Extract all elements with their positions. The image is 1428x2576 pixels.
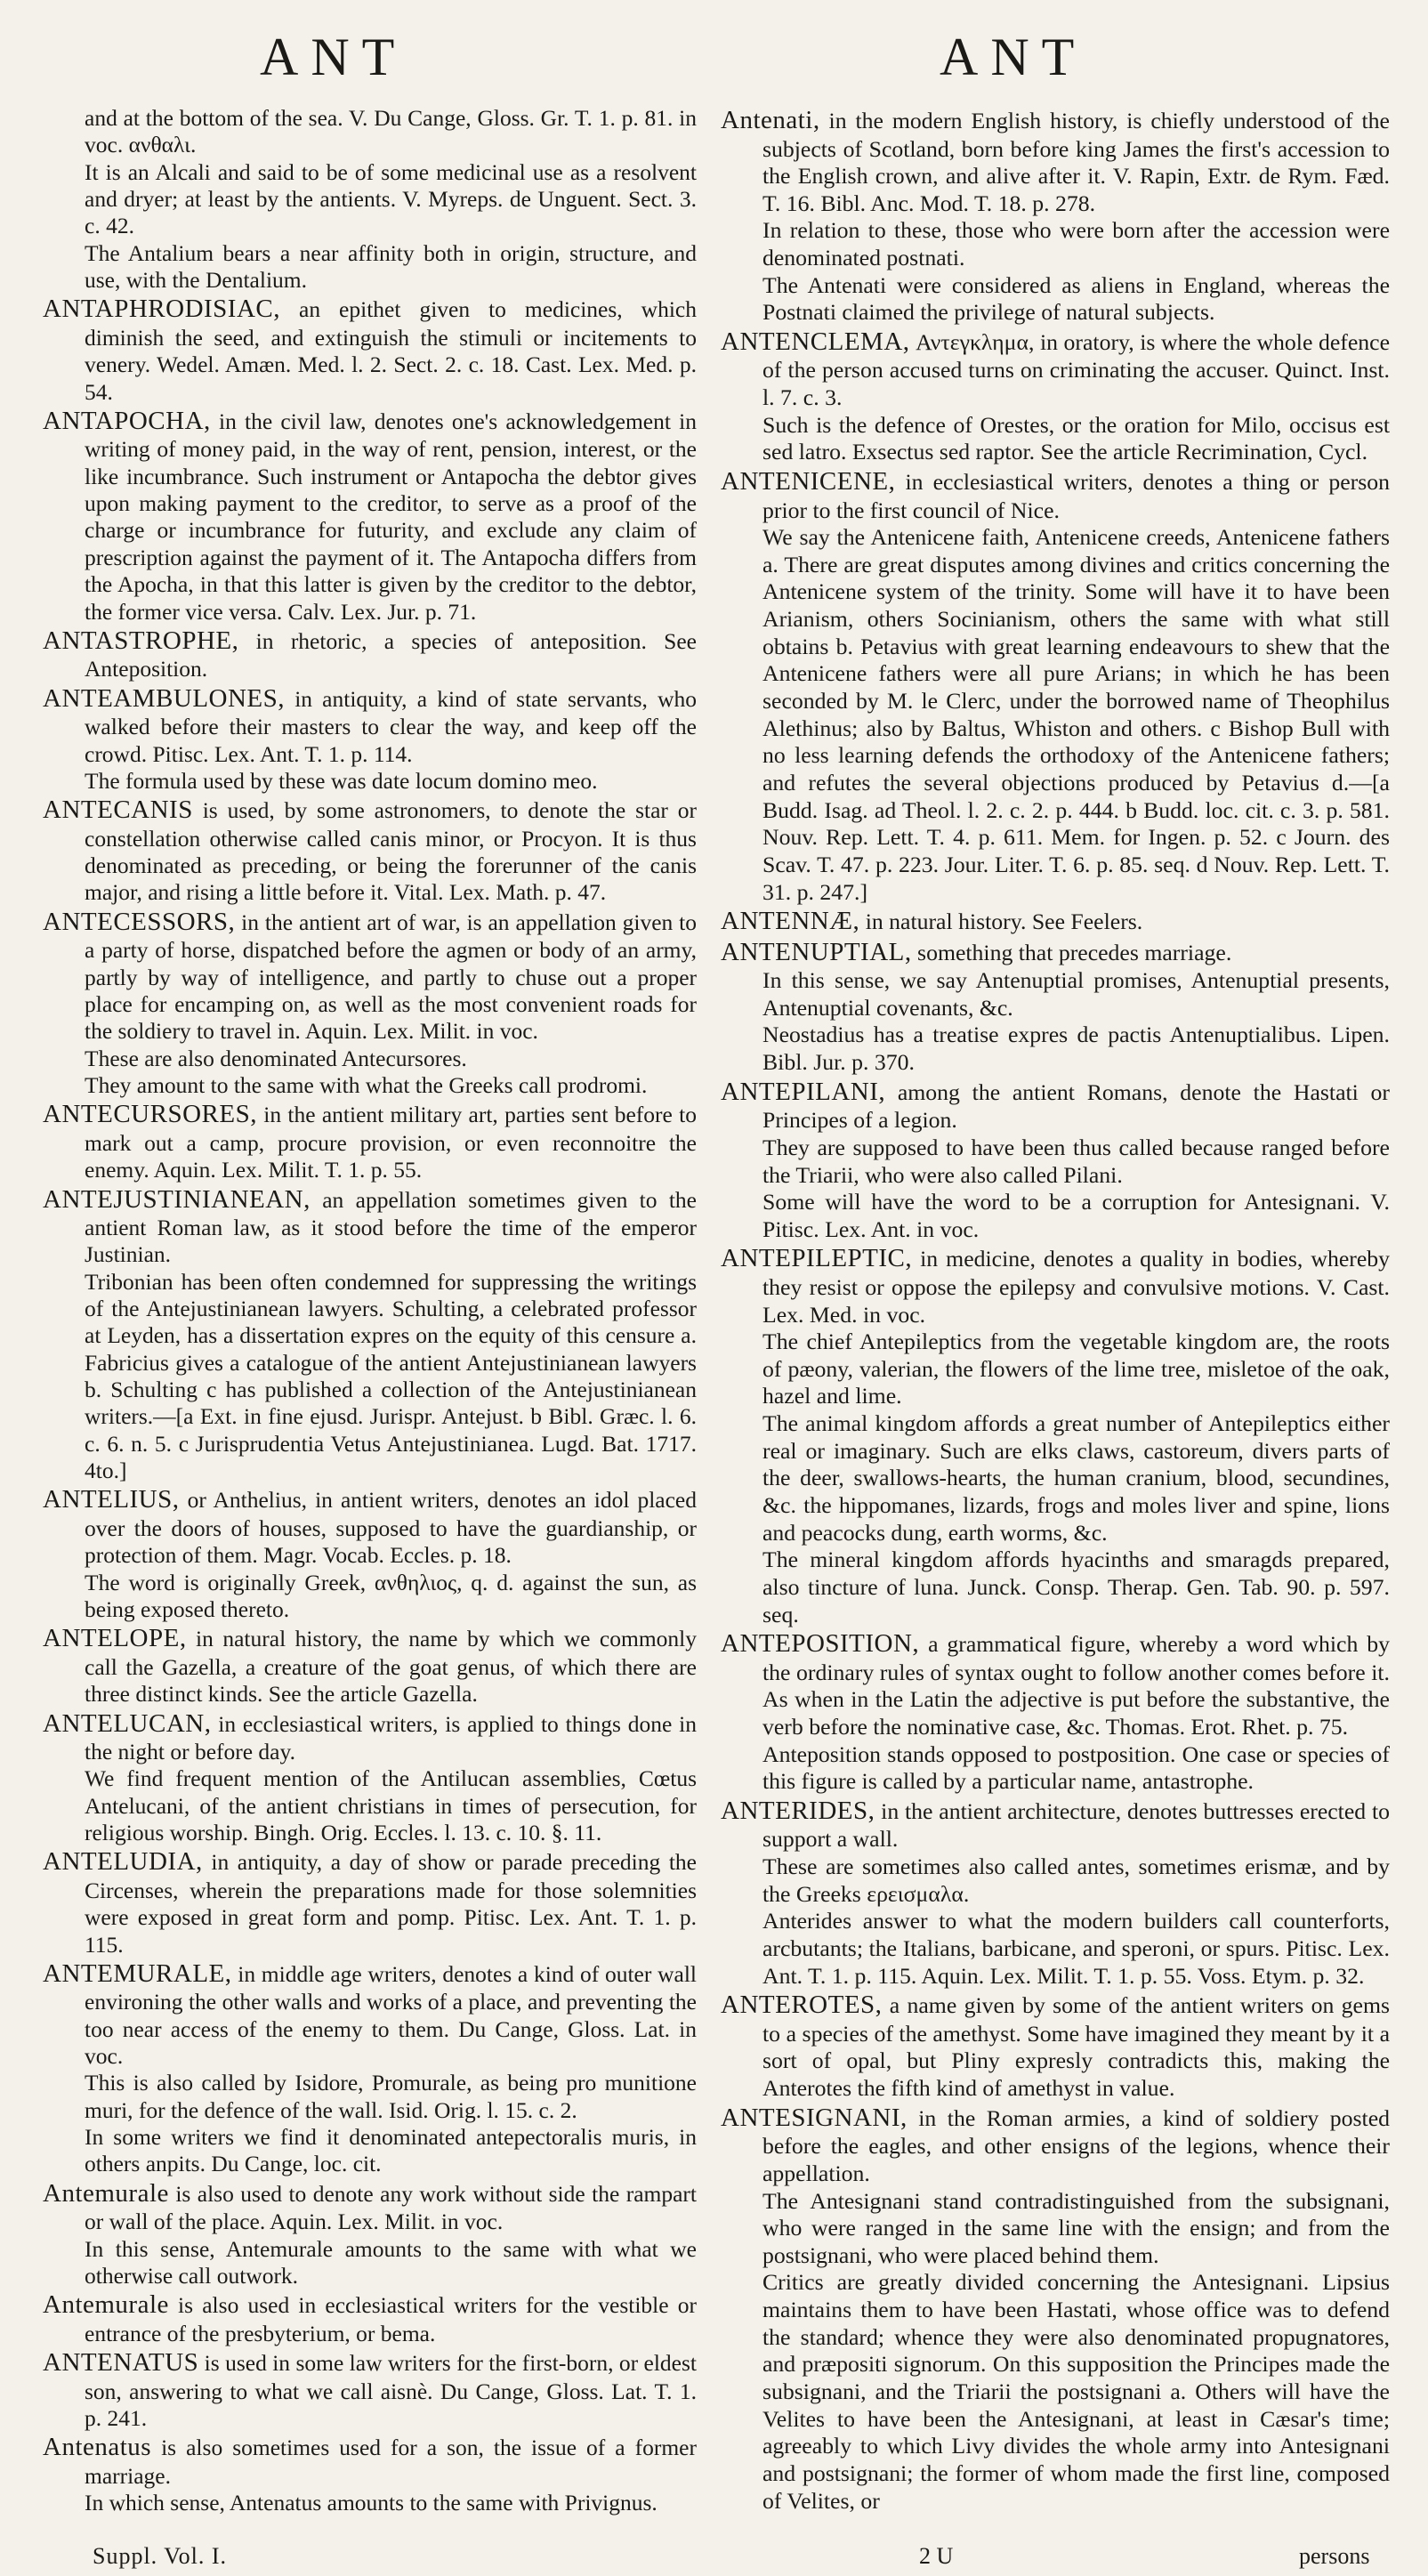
entry-text: They are supposed to have been thus called because ranged before the Triarii, who were also called Pilani.	[762, 1134, 1390, 1188]
entry-text: Critics are greatly divided concerning the Antesignani. Lipsius maintains them to have been Hastati, whose office was to defend the standard; whence they were also denominated propugnatores, and præpositi signorum. On this supposition the Principes made the subsignani, and the Triarii the postsignani a. Others will have the Velites to have been the Antesignani, at least in Cæsar's time; agreeably to which Livy divides the whole army into Antesignani and postsignani; the former of whom made the first line, composed of Velites, or	[762, 2269, 1390, 2514]
entry-text: in natural history. See Feelers.	[859, 908, 1143, 935]
dictionary-entry	[43, 406, 697, 626]
entry-text: Such is the defence of Orestes, or the oration for Milo, occisus est sed latro. Exsectus sed raptor. See the article Recrimination, Cycl.	[762, 411, 1390, 465]
headword: ANTENICENE,	[721, 467, 896, 497]
paragraph	[721, 1135, 1390, 1189]
entry-text: Tribonian has been often condemned for suppressing the writings of the Antejustinianean lawyers. Schulting, a celebrated professor at Leyden, has a dissertation expres on the equity of this censure a. Fabricius gives a catalogue of the antient Antejustinianean lawyers b. Schulting c has published a collection of the Antejustinianean writers.—[a Ext. in fine ejusd. Jurispr. Antejust. b Bibl. Græc. l. 6. c. 6. n. 5. c Jurisprudentia Vetus Antejustinianea. Lugd. Bat. 1717. 4to.]	[85, 1268, 697, 1484]
headword: ANTELIUS,	[43, 1485, 180, 1514]
entry-text: We find frequent mention of the Antilucan assemblies, Cœtus Antelucani, of the antient christians in times of persecution, for religious worship. Bingh. Orig. Eccles. l. 13. c. 10. §. 11.	[85, 1765, 697, 1846]
headword: ANTEPILEPTIC,	[721, 1244, 913, 1273]
entry-text: an appellation sometimes given to the antient Roman law, as it stood before the time of the emperor Justinian.	[85, 1186, 697, 1268]
dictionary-entry	[721, 2103, 1390, 2188]
entry-text: Anteposition stands opposed to postposition. One case or species of this figure is called by a particular name, antastrophe.	[762, 1740, 1390, 1795]
headword: ANTECANIS	[43, 795, 193, 825]
entry-text: or Anthelius, in antient writers, denotes an idol placed over the doors of houses, supposed to have the guardianship, or protection of them. Magr. Vocab. Eccles. p. 18.	[85, 1487, 697, 1569]
paragraph	[721, 2269, 1390, 2515]
entry-text: is used, by some astronomers, to denote the star or constellation otherwise called canis minor, or Procyon. It is thus denominated as preceding, or being the forerunner of the canis major, and rising a little before it. Vital. Lex. Math. p. 47.	[85, 797, 697, 906]
entry-text: Anterides answer to what the modern builders call counterforts, arcbutants; the Italians, barbicane, and speroni, or spurs. Pitisc. Lex. Ant. T. 1. p. 115. Aquin. Lex. Milit. T. 1. p. 55. Voss. Etym. p. 32.	[762, 1908, 1390, 1989]
entry-text: In this sense, Antemurale amounts to the same with what we otherwise call outwork.	[85, 2235, 697, 2289]
dictionary-entry	[43, 1708, 697, 1766]
headword: ANTENATUS	[43, 2348, 199, 2378]
paragraph	[721, 967, 1390, 1022]
dictionary-entry	[43, 294, 697, 406]
entry-text: in ecclesiastical writers, is applied to things done in the night or before day.	[85, 1710, 697, 1764]
paragraph	[43, 240, 697, 295]
entry-text: The animal kingdom affords a great number of Antepileptics either real or imaginary. Such are elks claws, castoreum, divers parts of the deer, swallows-hearts, the human cranium, blood, secundines, &c. the hippomanes, lizards, frogs and moles liver and spine, lions and peacocks dung, earth worms, &c.	[762, 1410, 1390, 1546]
entry-text: in the Roman armies, a kind of soldiery posted before the eagles, and other ensigns of the legions, whence their appellation.	[762, 2104, 1390, 2186]
paragraph	[721, 1328, 1390, 1410]
paragraph	[721, 1546, 1390, 1628]
paragraph	[721, 217, 1390, 271]
dictionary-entry	[721, 1077, 1390, 1135]
headword: ANTECURSORES,	[43, 1100, 257, 1129]
dictionary-entry	[43, 1484, 697, 1569]
entry-text: The mineral kingdom affords hyacinths and smaragds prepared, also tincture of luna. Junck. Consp. Therap. Gen. Tab. 90. p. 597. seq.	[762, 1546, 1390, 1627]
headword: ANTELOPE,	[43, 1624, 187, 1653]
headword: Antemurale	[43, 2290, 169, 2320]
paragraph	[721, 1741, 1390, 1796]
entry-text: in middle age writers, denotes a kind of outer wall environing the other walls and works of a place, and preventing the too near access of the enemy to them. Du Cange, Gloss. Lat. in voc.	[85, 1960, 697, 2070]
entry-text: In relation to these, those who were born after the accession were denominated postnati.	[762, 217, 1390, 271]
paragraph	[721, 1908, 1390, 1990]
paragraph	[43, 159, 697, 240]
left-column	[43, 105, 697, 2517]
signature-mark: 2 U	[919, 2543, 954, 2569]
entry-text: is also used in ecclesiastical writers for the vestible or entrance of the presbyterium, or bema.	[85, 2292, 697, 2346]
entry-text: in natural history, the name by which we commonly call the Gazella, a creature of the goat genus, of which there are three distinct kinds. See the article Gazella.	[85, 1626, 697, 1708]
entry-text: The Antesignani stand contradistinguished from the subsignani, who were ranged in the same line with the ensign; and from the postsignani, who were placed behind them.	[762, 2187, 1390, 2268]
entry-text: an epithet given to medicines, which diminish the seed, and extinguish the stimuli or incitements to venery. Wedel. Amæn. Med. l. 2. Sect. 2. c. 18. Cast. Lex. Med. p. 54.	[85, 296, 697, 405]
paragraph	[43, 105, 697, 159]
dictionary-entry	[721, 1243, 1390, 1328]
headword: Antenatus	[43, 2433, 152, 2462]
entry-text: The chief Antepileptics from the vegetable kingdom are, the roots of pæony, valerian, the flowers of the lime tree, misletoe of the oak, hazel and lime.	[762, 1328, 1390, 1409]
dictionary-entry	[721, 466, 1390, 524]
dictionary-entry	[721, 1628, 1390, 1740]
entry-text: in antiquity, a kind of state servants, who walked before their masters to clear the way, and keep off the crowd. Pitisc. Lex. Ant. T. 1. p. 114.	[85, 685, 697, 767]
entry-text: The Antalium bears a near affinity both in origin, structure, and use, with the Dentalium.	[85, 239, 697, 294]
dictionary-entry	[43, 683, 697, 768]
paragraph	[43, 2490, 697, 2516]
entry-text: In which sense, Antenatus amounts to the same with Privignus.	[85, 2490, 658, 2516]
dictionary-entry	[43, 1099, 697, 1183]
dictionary-entry	[721, 327, 1390, 412]
entry-text: This is also called by Isidore, Promurale, as being pro munitione muri, for the defence of the wall. Isid. Orig. l. 15. c. 2.	[85, 2070, 697, 2123]
paragraph	[43, 2124, 697, 2178]
headword: ANTELUDIA,	[43, 1847, 203, 1877]
running-head-left: ANT	[260, 28, 407, 86]
paragraph	[43, 2236, 697, 2290]
entry-text: Neostadius has a treatise expres de pactis Antenuptialibus. Lipen. Bibl. Jur. p. 370.	[762, 1022, 1390, 1076]
entry-text: We say the Antenicene faith, Antenicene creeds, Antenicene fathers a. There are great disputes among divines and critics concerning the Antenicene system of the trinity. Some will have it to have been Arianism, others Socinianism, others the same with what still obtains b. Petavius with great learning endeavours to shew that the Antenicene fathers were all pure Arians; in which he has been seconded by M. le Clerc, under the borrowed name of Theophilus Alethinus; also by Baltus, Whiston and others. c Bishop Bull with no less learning defends the orthodoxy of the Antenicene fathers; and refutes the several objections produced by Petavius d.—[a Budd. Isag. ad Theol. l. 2. c. 2. p. 444. b Budd. loc. cit. c. 3. p. 581. Nouv. Rep. Lett. T. 4. p. 611. Mem. for Ingen. p. 52. c Journ. des Scav. T. 47. p. 223. Jour. Liter. T. 6. p. 85. seq. d Nouv. Rep. Lett. T. 31. p. 247.]	[762, 524, 1390, 905]
entry-text: in the civil law, denotes one's acknowledgement in writing of money paid, in the way of rent, pension, interest, or the like incumbrance. Such instrument or Antapocha the debtor gives upon making payment to the creditor, to serve as a proof of the charge or incumbrance for futurity, and exclude any claim of prescription against the payment of it. The Antapocha differs from the Apocha, in that this latter is given by the creditor to the debtor, the former vice versa. Calv. Lex. Jur. p. 71.	[85, 408, 697, 625]
headword: ANTAPOCHA,	[43, 406, 211, 435]
dictionary-entry	[721, 906, 1390, 937]
paragraph	[721, 412, 1390, 466]
paragraph	[721, 1853, 1390, 1908]
entry-text: Some will have the word to be a corruption for Antesignani. V. Pitisc. Lex. Ant. in voc.	[762, 1189, 1390, 1242]
headword: ANTEJUSTINIANEAN,	[43, 1184, 311, 1214]
paragraph	[721, 1022, 1390, 1076]
entry-text: in medicine, denotes a quality in bodies, whereby they resist or oppose the epilepsy and convulsive motions. V. Cast. Lex. Med. in voc.	[762, 1246, 1390, 1328]
entry-text: something that precedes marriage.	[911, 939, 1232, 965]
headword: ANTEMURALE,	[43, 1958, 232, 1988]
volume-footer: Suppl. Vol. I.	[93, 2543, 228, 2569]
headword: ANTENUPTIAL,	[721, 937, 912, 966]
entry-text: Αντεγκλημα, in oratory, is where the whole defence of the person accused turns on criminating the accuser. Quinct. Inst. l. 7. c. 3.	[762, 328, 1390, 411]
headword: ANTERIDES,	[721, 1796, 875, 1825]
entry-text: in rhetoric, a species of anteposition. See Anteposition.	[85, 627, 697, 682]
entry-text: in the antient art of war, is an appellation given to a party of horse, dispatched before the agmen or body of an army, partly by way of intelligence, and partly to chuse out a proper place for encamping on, as well as the most convenient roads for the soldiery to travel in. Aquin. Lex. Milit. in voc.	[85, 908, 697, 1045]
dictionary-entry	[43, 2347, 697, 2432]
dictionary-entry	[43, 1184, 697, 1269]
paragraph	[43, 1269, 697, 1485]
right-column	[721, 105, 1390, 2515]
headword: ANTEPOSITION,	[721, 1629, 920, 1659]
paragraph	[721, 2188, 1390, 2270]
headword: ANTAPHRODISIAC,	[43, 295, 280, 324]
entry-text: is also used to denote any work without side the rampart or wall of the place. Aquin. Lex. Milit. in voc.	[85, 2180, 697, 2235]
entry-text: in antiquity, a day of show or parade preceding the Circenses, wherein the preparations made for those solemnities were exposed in great form and pomp. Pitisc. Lex. Ant. T. 1. p. 115.	[85, 1849, 697, 1958]
entry-text: among the antient Romans, denote the Hastati or Principes of a legion.	[762, 1078, 1390, 1134]
dictionary-entry	[43, 626, 697, 683]
entry-text: The Antenati were considered as aliens in England, whereas the Postnati claimed the privilege of natural subjects.	[762, 271, 1390, 326]
dictionary-entry	[43, 2178, 697, 2236]
paragraph	[43, 1570, 697, 1624]
dictionary-entry	[43, 1846, 697, 1958]
entry-text: They amount to the same with what the Greeks call prodromi.	[85, 1071, 648, 1098]
entry-text: is used in some law writers for the first-born, or eldest son, answering to what we call aisnè. Du Cange, Gloss. Lat. T. 1. p. 241.	[85, 2350, 697, 2432]
entry-text: These are sometimes also called antes, sometimes erismæ, and by the Greeks ερεισμαλα.	[762, 1853, 1390, 1907]
dictionary-entry	[721, 937, 1390, 968]
headword: Antemurale	[43, 2178, 169, 2208]
running-head-right: ANT	[940, 28, 1087, 86]
headword: ANTECESSORS,	[43, 907, 236, 936]
paragraph	[43, 1046, 697, 1072]
paragraph	[43, 1072, 697, 1099]
paragraph	[721, 272, 1390, 327]
headword: ANTENNÆ,	[721, 907, 860, 936]
paragraph	[43, 1765, 697, 1846]
entry-text: is also sometimes used for a son, the issue of a former marriage.	[85, 2435, 697, 2489]
headword: ANTASTROPHE,	[43, 626, 239, 655]
entry-text: in ecclesiastical writers, denotes a thing or person prior to the first council of Nice.	[762, 469, 1390, 523]
headword: ANTEROTES,	[721, 1991, 883, 2020]
dictionary-entry	[43, 2289, 697, 2347]
headword: ANTEAMBULONES,	[43, 683, 286, 713]
entry-text: The word is originally Greek, ανθηλιος, q. d. against the sun, as being exposed thereto.	[85, 1569, 697, 1622]
paragraph	[721, 524, 1390, 906]
dictionary-entry	[43, 907, 697, 1046]
dictionary-entry	[721, 105, 1390, 217]
entry-text: It is an Alcali and said to be of some medicinal use as a resolvent and dryer; at least by the antients. V. Myreps. de Unguent. Sect. 3. c. 42.	[85, 158, 697, 239]
entry-text: The formula used by these was date locum domino meo.	[85, 767, 598, 794]
entry-text: in the modern English history, is chiefly understood of the subjects of Scotland, born before king James the first's accession to the English crown, and alive after it. V. Rapin, Extr. de Rym. Fæd. T. 16. Bibl. Anc. Mod. T. 18. p. 278.	[762, 108, 1390, 216]
dictionary-entry	[43, 795, 697, 907]
headword: ANTESIGNANI,	[721, 2103, 908, 2132]
paragraph	[721, 1410, 1390, 1546]
entry-text: in the antient military art, parties sent before to mark out a camp, procure provision, or even reconnoitre the enemy. Aquin. Lex. Milit. T. 1. p. 55.	[85, 1102, 697, 1183]
entry-text: These are also denominated Antecursores.	[85, 1045, 467, 1071]
entry-text: a grammatical figure, whereby a word which by the ordinary rules of syntax ought to follow another comes before it. As when in the Latin the adjective is put before the substantive, the verb before the nominative case, &c. Thomas. Erot. Rhet. p. 75.	[762, 1631, 1390, 1740]
paragraph	[43, 768, 697, 795]
headword: ANTEPILANI,	[721, 1077, 886, 1106]
paragraph	[721, 1189, 1390, 1243]
dictionary-entry	[721, 1796, 1390, 1853]
catchword: persons	[1299, 2543, 1370, 2569]
paragraph	[43, 2070, 697, 2124]
entry-text: in the antient architecture, denotes buttresses erected to support a wall.	[762, 1797, 1390, 1853]
headword: ANTELUCAN,	[43, 1708, 212, 1738]
headword: ANTENCLEMA,	[721, 327, 910, 356]
entry-text: a name given by some of the antient writers on gems to a species of the amethyst. Some have imagined they meant by it a sort of opal, but Pliny expresly contradicts this, making the Anterotes the fifth kind of amethyst in value.	[762, 1992, 1390, 2102]
dictionary-entry	[721, 1990, 1390, 2102]
entry-text: In some writers we find it denominated antepectoralis muris, in others anpits. Du Cange, loc. cit.	[85, 2124, 697, 2177]
entry-text: and at the bottom of the sea. V. Du Cange, Gloss. Gr. T. 1. p. 81. in voc. ανθαλι.	[85, 105, 697, 158]
dictionary-entry	[43, 1623, 697, 1708]
dictionary-entry	[43, 1958, 697, 2071]
dictionary-entry	[43, 2432, 697, 2490]
entry-text: In this sense, we say Antenuptial promises, Antenuptial presents, Antenuptial covenants, &c.	[762, 967, 1390, 1021]
headword: Antenati,	[721, 106, 820, 134]
